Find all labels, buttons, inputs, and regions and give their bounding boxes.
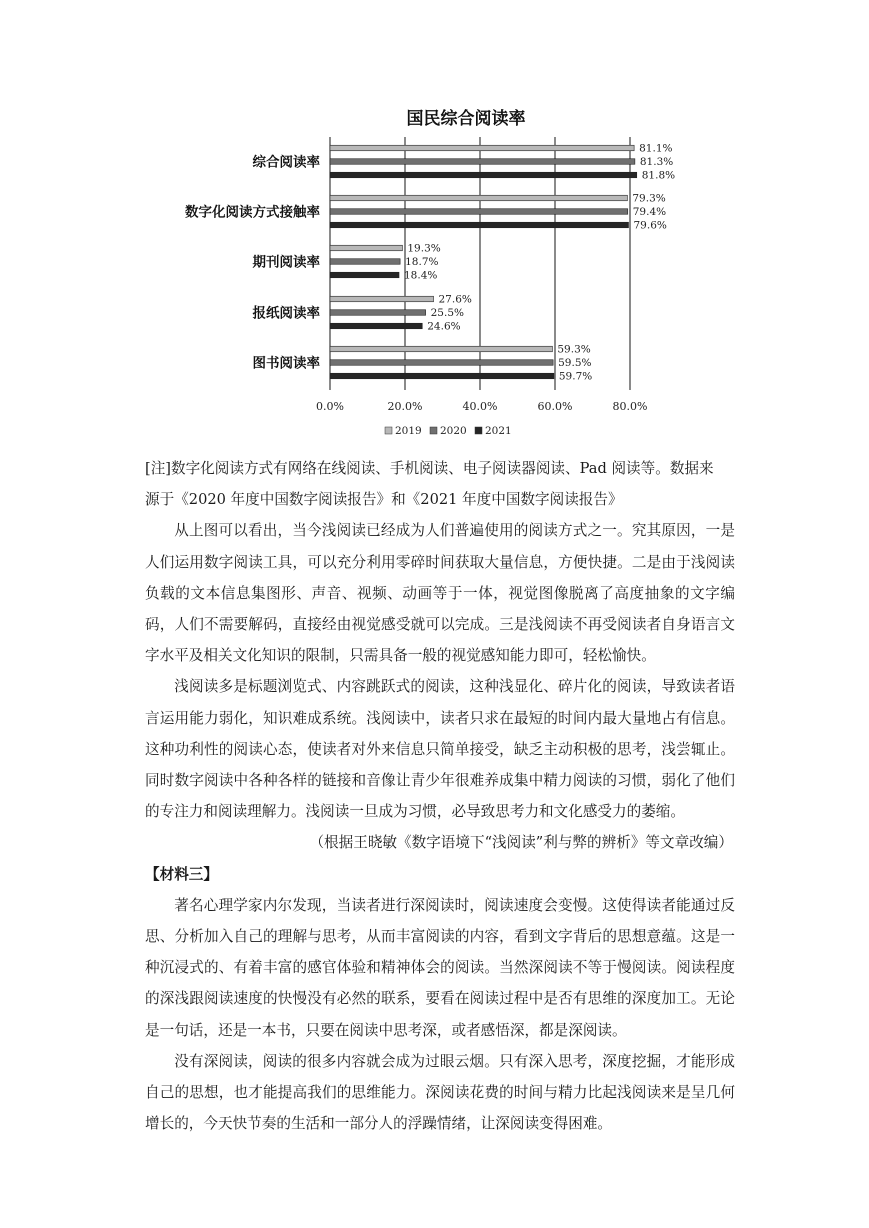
category-label: 报纸阅读率 <box>252 305 320 322</box>
data-label: 18.7% <box>405 256 439 268</box>
category-label: 综合阅读率 <box>252 154 320 171</box>
source-citation: （根据王晓敏《数字语境下“浅阅读”利与弊的辨析》等文章改编） <box>309 834 733 852</box>
paragraph-2: 浅阅读多是标题浏览式、内容跳跃式的阅读，这种浅显化、碎片化的阅读，导致读者语言运用能力弱化，知识难成系统。浅阅读中，读者只求在最短的时间内最大量地占有信息。这种功利性的阅读心态，使读者对外来信息只简单接受，缺乏主动积极的思考，浅尝辄止。同时数字阅读中各种各样的链接和音像让青少年很难养成集中精力阅读的习惯，弱化了他们的专注力和阅读理解力。浅阅读一旦成为习惯，必导致思考力和文化感受力的萎缩。 <box>145 678 735 821</box>
bar <box>330 195 627 201</box>
bar <box>330 209 628 215</box>
legend-label: 2020 <box>440 425 467 437</box>
x-tick-label: 40.0% <box>462 400 498 413</box>
bar <box>330 222 629 228</box>
data-label: 27.6% <box>438 293 472 306</box>
paragraph-4: 没有深阅读，阅读的很多内容就会成为过眼云烟。只有深入思考，深度挖掘，才能形成自己的思想，也才能提高我们的思维能力。深阅读花费的时间与精力比起浅阅读来是呈几何增长的，今天快节奏的生活和一部分人的浮躁情绪，让深阅读变得困难。 <box>145 1052 735 1133</box>
bar <box>330 373 554 379</box>
section-heading: 【材料三】 <box>145 865 218 883</box>
data-label: 59.3% <box>557 343 591 356</box>
paragraph-1: 从上图可以看出，当今浅阅读已经成为人们普遍使用的阅读方式之一。究其原因，一是人们运用数字阅读工具，可以充分利用零碎时间获取大量信息，方便快捷。二是由于浅阅读负载的文本信息集图形、声音、视频、动画等于一体，视觉图像脱离了高度抽象的文字编码，人们不需要解码，直接经由视觉感受就可以完成。三是浅阅读不再受阅读者自身语言文字水平及相关文化知识的限制，只需具备一般的视觉感知能力即可，轻松愉快。 <box>145 522 735 665</box>
legend-label: 2019 <box>395 425 422 437</box>
bar <box>330 272 399 278</box>
bar <box>330 310 426 316</box>
x-tick-label: 60.0% <box>537 400 573 413</box>
category-label: 图书阅读率 <box>252 355 320 372</box>
data-label: 18.4% <box>404 269 438 282</box>
bar <box>330 346 552 352</box>
data-label: 25.5% <box>430 307 464 319</box>
note-line-1: [注]数字化阅读方式有网络在线阅读、手机阅读、电子阅读器阅读、Pad 阅读等。数据来 <box>145 460 714 477</box>
x-tick-label: 80.0% <box>612 400 648 413</box>
legend-swatch <box>475 427 482 434</box>
data-label: 81.3% <box>639 156 674 168</box>
bar <box>330 296 434 302</box>
data-label: 81.1% <box>639 142 673 155</box>
data-label: 19.3% <box>407 242 441 255</box>
bar <box>330 360 553 366</box>
data-label: 59.5% <box>558 357 592 369</box>
category-label: 数字化阅读方式接触率 <box>185 204 320 221</box>
data-label: 81.8% <box>641 169 676 182</box>
document-body <box>145 453 735 1139</box>
legend-label: 2021 <box>485 425 512 437</box>
chart-title: 国民综合阅读率 <box>406 109 526 129</box>
data-label: 79.6% <box>633 219 667 232</box>
data-label: 59.7% <box>558 370 593 383</box>
x-tick-label: 20.0% <box>387 400 423 413</box>
legend-swatch <box>385 427 392 434</box>
paragraph-3: 著名心理学家内尔发现，当读者进行深阅读时，阅读速度会变慢。这使得读者能通过反思、分析加入自己的理解与思考，从而丰富阅读的内容，看到文字背后的思想意蕴。这是一种沉浸式的、有着丰富的感官体验和精神体会的阅读。当然深阅读不等于慢阅读。阅读程度的深浅跟阅读速度的快慢没有必然的联系，要看在阅读过程中是否有思维的深度加工。无论是一句话，还是一本书，只要在阅读中思考深，或者感悟深，都是深阅读。 <box>145 896 735 1039</box>
bar <box>330 159 635 165</box>
legend-swatch <box>430 427 437 434</box>
bar <box>330 145 634 151</box>
reading-rate-chart <box>0 0 869 450</box>
bar <box>330 172 637 178</box>
bar <box>330 323 422 329</box>
bar <box>330 259 400 265</box>
category-label: 期刊阅读率 <box>252 254 320 271</box>
data-label: 24.6% <box>427 320 461 333</box>
note-line-2: 源于《2020 年度中国数字阅读报告》和《2021 年度中国数字阅读报告》 <box>145 491 623 509</box>
data-label: 79.4% <box>632 206 667 218</box>
bar <box>330 245 402 251</box>
x-tick-label: 0.0% <box>316 400 344 413</box>
data-label: 79.3% <box>632 192 666 205</box>
